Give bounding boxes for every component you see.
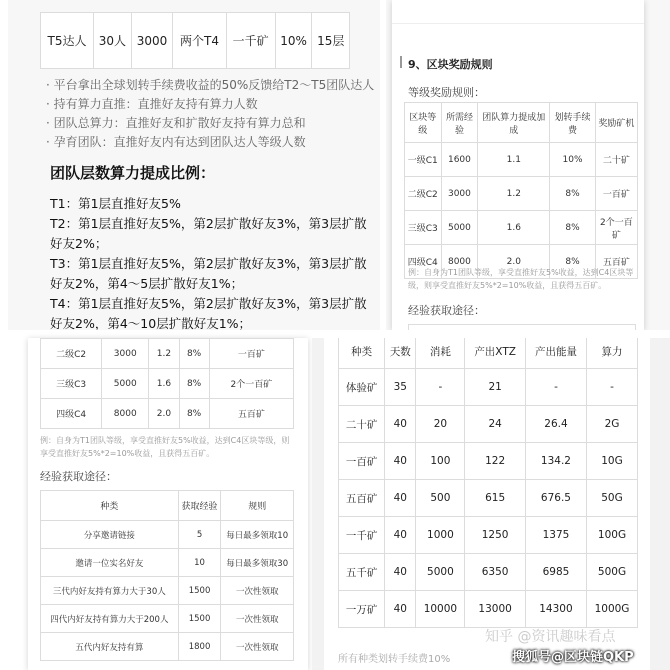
cell: 26.4 — [525, 406, 586, 443]
cell: 2.0 — [478, 245, 550, 279]
cell: 1000G — [587, 591, 638, 628]
table-row — [41, 633, 294, 661]
t5-cell-fee: 10% — [275, 13, 312, 69]
column-header: 奖励矿机 — [595, 103, 637, 143]
subtitle: 经验获取途径： — [40, 470, 117, 483]
team-rules-panel — [8, 0, 380, 330]
bullet-list — [46, 76, 374, 152]
level-reward-table — [404, 102, 638, 279]
cell: 一万矿 — [339, 591, 385, 628]
cell: 14300 — [525, 591, 586, 628]
cell: 五百矿 — [339, 480, 385, 517]
column-header: 种类 — [339, 338, 385, 369]
cell: 1000 — [416, 517, 465, 554]
cell: 2.0 — [149, 399, 179, 429]
cell: 676.5 — [525, 480, 586, 517]
cell: 一次性领取 — [221, 605, 294, 633]
cell: 5000 — [416, 554, 465, 591]
column-header: 产出XTZ — [465, 338, 526, 369]
cell: 五千矿 — [339, 554, 385, 591]
cell: 40 — [385, 480, 416, 517]
table-top-edge — [408, 324, 636, 330]
cell: 2个一百矿 — [209, 369, 293, 399]
t5-cell-team: 两个T4 — [173, 13, 226, 69]
cell: 10% — [550, 143, 596, 177]
cell: 5 — [178, 521, 221, 549]
miner-table — [338, 338, 638, 628]
cell: 四级C4 — [405, 245, 442, 279]
cell: 8% — [550, 177, 596, 211]
cell: 8000 — [102, 399, 149, 429]
cell: 二十矿 — [339, 406, 385, 443]
cell: 每日最多领取30 — [221, 549, 294, 577]
cell: 1500 — [178, 577, 221, 605]
cell: 二级C2 — [41, 339, 102, 369]
cell: 一百矿 — [595, 177, 637, 211]
column-header: 种类 — [41, 491, 179, 521]
cell: 5000 — [102, 369, 149, 399]
column-header: 消耗 — [416, 338, 465, 369]
cell: 8% — [179, 339, 209, 369]
table-row — [339, 406, 638, 443]
cell: 100 — [416, 443, 465, 480]
column-header: 团队算力提成加成 — [478, 103, 550, 143]
cell: 6350 — [465, 554, 526, 591]
level-list — [50, 194, 370, 330]
table-row — [41, 605, 294, 633]
cell: 四级C4 — [41, 399, 102, 429]
level-reward-table-partial — [40, 338, 294, 429]
cell: 8% — [179, 399, 209, 429]
cell: 1.2 — [149, 339, 179, 369]
cell: 三代内好友持有算力大于30人 — [41, 577, 179, 605]
t5-cell-layers: 15层 — [312, 13, 350, 69]
cell: 5000 — [441, 211, 478, 245]
cell: 二十矿 — [595, 143, 637, 177]
cell: 40 — [385, 517, 416, 554]
cell: 1.1 — [478, 143, 550, 177]
cell: 21 — [465, 369, 526, 406]
block-reward-panel — [386, 0, 670, 330]
cell: 1800 — [178, 633, 221, 661]
cell: 1.6 — [478, 211, 550, 245]
cell: 1600 — [441, 143, 478, 177]
subtitle: 等级奖励规则： — [408, 86, 485, 99]
cell: - — [525, 369, 586, 406]
cell: 10G — [587, 443, 638, 480]
cell: 1250 — [465, 517, 526, 554]
table-row — [405, 211, 638, 245]
list-item: · 团队总算力：直推好友和扩散好友持有算力总和 — [46, 116, 306, 130]
subtitle: 经验获取途径： — [408, 304, 485, 317]
table-row — [339, 554, 638, 591]
cell: 8% — [179, 369, 209, 399]
cell: 一百矿 — [209, 339, 293, 369]
experience-table — [40, 490, 294, 661]
cell: 1.2 — [478, 177, 550, 211]
cell: 6985 — [525, 554, 586, 591]
cell: 五百矿 — [595, 245, 637, 279]
cell: 1375 — [525, 517, 586, 554]
card — [392, 0, 644, 330]
table-row — [339, 591, 638, 628]
card-top-edge — [392, 0, 644, 24]
cell: 40 — [385, 443, 416, 480]
cell: 20 — [416, 406, 465, 443]
cell: 615 — [465, 480, 526, 517]
cell: 五百矿 — [209, 399, 293, 429]
cell: 一次性领取 — [221, 633, 294, 661]
t5-cell-people: 30人 — [94, 13, 132, 69]
column-header: 划转手续费 — [550, 103, 596, 143]
cell: 2G — [587, 406, 638, 443]
zhihu-watermark: 知乎 @资讯趣味看点 — [485, 629, 616, 645]
cell: - — [416, 369, 465, 406]
table-row — [339, 443, 638, 480]
miner-panel — [312, 338, 670, 670]
example-note: 例：自身为T1团队等级，享受直推好友5%收益，达到C4区块等级，则享受直推好友5%*2=10%收益，且获得五百矿。 — [408, 268, 634, 290]
table-row — [41, 13, 350, 69]
section-heading: 团队层数算力提成比例： — [50, 164, 216, 182]
example-note: 例：自身为T1团队等级，享受直推好友5%收益，达到C4区块等级，则享受直推好友5%*2=10%收益，且获得五百矿。 — [40, 436, 290, 458]
cell: 10 — [178, 549, 221, 577]
sohu-watermark: 搜狐号@区块链QKP — [512, 650, 634, 665]
column-header: 所需经验 — [441, 103, 478, 143]
cell: 40 — [385, 591, 416, 628]
cell: 三级C3 — [41, 369, 102, 399]
section-marker — [400, 56, 402, 68]
cell: 500 — [416, 480, 465, 517]
cell: 122 — [465, 443, 526, 480]
section-title: 9、区块奖励规则 — [408, 58, 493, 71]
cell: 一次性领取 — [221, 577, 294, 605]
list-item: · 持有算力直推：直推好友持有算力人数 — [46, 97, 258, 111]
list-item: T2：第1层直推好友5%，第2层扩散好友3%，第3层扩散好友2%； — [50, 216, 367, 251]
column-header: 产出能量 — [525, 338, 586, 369]
experience-panel — [28, 338, 308, 670]
t5-cell-level: T5达人 — [41, 13, 94, 69]
t5-table — [40, 12, 350, 69]
cell: 体验矿 — [339, 369, 385, 406]
table-header-row — [41, 491, 294, 521]
cell: 40 — [385, 406, 416, 443]
table-header-row — [405, 103, 638, 143]
cell: 8% — [550, 211, 596, 245]
footer-note: 所有种类划转手续费10% — [338, 654, 451, 665]
cell: 500G — [587, 554, 638, 591]
cell: 13000 — [465, 591, 526, 628]
table-row — [41, 339, 294, 369]
t5-cell-power: 3000 — [131, 13, 173, 69]
list-item: T4：第1层直推好友5%，第2层扩散好友3%，第3层扩散好友2%，第4～10层扩散好友1%； — [50, 296, 367, 330]
table-row — [41, 521, 294, 549]
cell: 2个一百矿 — [595, 211, 637, 245]
table-header-row — [339, 338, 638, 369]
cell: 100G — [587, 517, 638, 554]
cell: 35 — [385, 369, 416, 406]
cell: - — [587, 369, 638, 406]
column-header: 天数 — [385, 338, 416, 369]
table-row — [405, 143, 638, 177]
cell: 40 — [385, 554, 416, 591]
cell: 50G — [587, 480, 638, 517]
list-item: · 平台拿出全球划转手续费收益的50%反馈给T2～T5团队达人 — [46, 78, 375, 92]
cell: 三级C3 — [405, 211, 442, 245]
column-header: 规则 — [221, 491, 294, 521]
list-item: T3：第1层直推好友5%，第2层扩散好友3%，第3层扩散好友2%，第4～5层扩散好友1%； — [50, 256, 367, 291]
cell: 1500 — [178, 605, 221, 633]
cell: 一百矿 — [339, 443, 385, 480]
table-row — [41, 549, 294, 577]
table-row — [339, 480, 638, 517]
cell: 分享邀请链接 — [41, 521, 179, 549]
column-header: 获取经验 — [178, 491, 221, 521]
cell: 二级C2 — [405, 177, 442, 211]
table-row — [339, 369, 638, 406]
table-row — [41, 399, 294, 429]
table-row — [41, 577, 294, 605]
cell: 8% — [550, 245, 596, 279]
cell: 每日最多领取10 — [221, 521, 294, 549]
cell: 邀请一位实名好友 — [41, 549, 179, 577]
cell: 五代内好友持有算 — [41, 633, 179, 661]
cell: 四代内好友持有算力大于200人 — [41, 605, 179, 633]
table-row — [405, 177, 638, 211]
cell: 8000 — [441, 245, 478, 279]
t5-cell-reward: 一千矿 — [226, 13, 275, 69]
cell: 10000 — [416, 591, 465, 628]
card — [324, 338, 650, 670]
cell: 一千矿 — [339, 517, 385, 554]
column-header: 算力 — [587, 338, 638, 369]
cell: 1.6 — [149, 369, 179, 399]
column-header: 区块等级 — [405, 103, 442, 143]
list-item: T1：第1层直推好友5% — [50, 196, 181, 211]
cell: 3000 — [441, 177, 478, 211]
cell: 134.2 — [525, 443, 586, 480]
table-row — [339, 517, 638, 554]
list-item: · 孕育团队：直推好友内有达到团队达人等级人数 — [46, 135, 306, 149]
cell: 24 — [465, 406, 526, 443]
table-row — [41, 369, 294, 399]
cell: 一级C1 — [405, 143, 442, 177]
cell: 3000 — [102, 339, 149, 369]
